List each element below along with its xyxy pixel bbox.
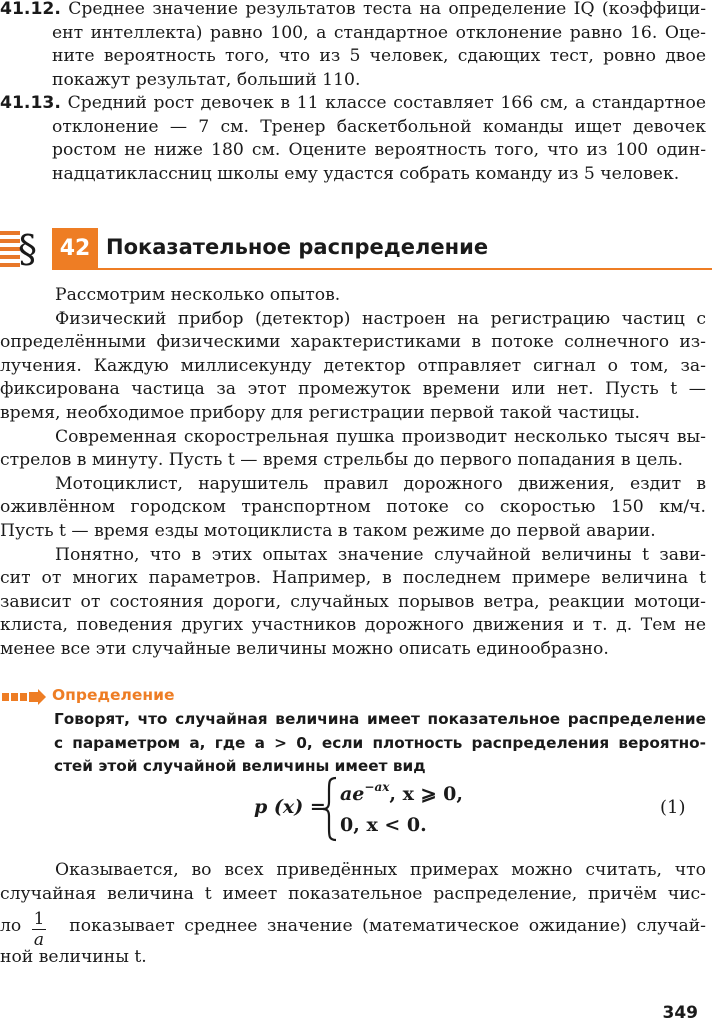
body-text: Рассмотрим несколько опытов. Физический прибор (детектор) настроен на регистрацию частиц с определёнными физическими характеристиками в потоке солнечного из- лучения. Каждую миллисекунду детектор отправляет сигнал о том, за- фиксирована частица за этот промежуток времени или нет. Пусть t — время, необходимое прибору для регистрации первой такой частицы. Современная скорострельная пушка производит несколько тысяч вы- стрелов в минуту. Пусть t — время стрельбы до первого попадания в цель. Мотоциклист, нарушитель правил дорожного движения, ездит в оживлённом городском транспортном потоке со скоростью 150 км/ч. Пусть t — время езды мотоциклиста в таком режиме до первой аварии. Понятно, что в этих опытах значение случайной величины t зави- сит от многих параметров. Например, в последнем примере величина t зависит от состояния дороги, случайных порывов ветра, реакции мотоци- клиста, поведения других участников дорожного движения и т. д. Тем не менее все эти случайные величины можно описать единообразно. bbox=[0, 285, 706, 659]
definition-label: Определение bbox=[52, 686, 175, 704]
exercise-41-13: 41.13. Средний рост девочек в 11 классе составляет 166 см, а стандартное отклонение — 7 см. Тренер баскетбольной команды ищет девочек ростом не ниже 180 см. Оцените вероятность того, что из 100 один- надцатиклассниц школы ему удастся собрать команду из 5 человек. bbox=[0, 93, 707, 184]
exercise-number: 41.12. bbox=[0, 0, 61, 19]
conclusion-text: Оказывается, во всех приведённых примерах можно считать, что случайная величина t имеет показательное распределение, причём чис- ло показывает среднее значение (математическое ожидание) случай- ной величины t. bbox=[0, 860, 706, 968]
formula-lhs: p (x) = bbox=[254, 796, 326, 818]
section-sign-icon: § bbox=[18, 227, 37, 271]
curly-brace-icon bbox=[320, 776, 340, 842]
section-title: Показательное распределение bbox=[106, 235, 489, 259]
arrow-right-icon bbox=[2, 689, 46, 705]
equation-number: (1) bbox=[660, 797, 686, 818]
exercise-41-12: 41.12. Среднее значение результатов теста на определение IQ (коэффици- ент интеллекта) равно 100, а стандартное отклонение равно 16. Оце- ните вероятность того, что из 5 человек, сдающих тест, ровно двое покажут результат, больший 110. bbox=[0, 0, 707, 90]
page-number: 349 bbox=[662, 1003, 698, 1023]
formula-case-2: 0, x < 0. bbox=[340, 814, 427, 836]
formula-case-1: $ae^{-ax}$, x ⩾ 0, bbox=[340, 780, 463, 805]
paragraph-intro: Рассмотрим несколько опытов. bbox=[55, 285, 341, 305]
section-underline bbox=[98, 268, 712, 270]
density-formula bbox=[254, 776, 494, 842]
definition-text: Говорят, что случайная величина имеет показательное распределение с параметром a, где a > 0, если плотность распределения вероятно- стей этой случайной величины имеет вид bbox=[54, 710, 706, 775]
section-number: 42 bbox=[52, 228, 98, 270]
fraction-one-over-a: $\frac{1}{a}$ bbox=[33, 909, 45, 950]
exercise-number: 41.13. bbox=[0, 93, 61, 113]
